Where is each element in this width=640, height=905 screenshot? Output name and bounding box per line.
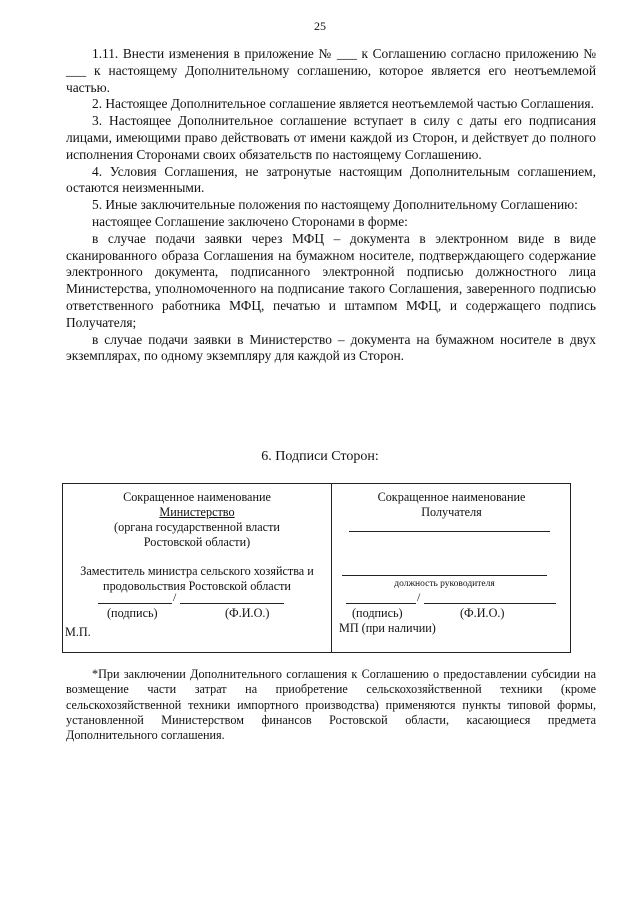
paragraph-form-intro: настоящее Соглашение заключено Сторонами в форме: xyxy=(92,213,408,229)
left-signature-line xyxy=(98,603,172,604)
right-heading: Сокращенное наименование xyxy=(377,490,526,504)
right-recipient-line xyxy=(349,531,550,532)
left-position: Заместитель министра сельского хозяйства и продовольствия Ростовской области xyxy=(80,564,314,593)
left-signature-label: (подпись) xyxy=(107,606,158,620)
right-position-label: должность руководителя xyxy=(394,579,495,589)
right-recipient: Получателя xyxy=(421,505,482,519)
right-signature-label: (подпись) xyxy=(352,606,403,620)
paragraph-ministry-case: в случае подачи заявки в Министерство – документа на бумажном носителе в двух экземплярах, по одному экземпляру для каждой из Сторон. xyxy=(66,331,596,364)
footnote: *При заключении Дополнительного соглашения к Соглашению о предоставлении субсидии на возмещение части затрат на приобретение сельскохозяйственной техники (кроме сельскохозяйственной техники импортного производства) применяются пункты типовой формы, установленной Министерством финансов Ростовской области, касающиеся предмета Дополнительного соглашения. xyxy=(66,667,596,743)
left-heading: Сокращенное наименование xyxy=(123,490,271,504)
left-stamp: М.П. xyxy=(65,625,91,639)
paragraph-3: 3. Настоящее Дополнительное соглашение вступает в силу с даты его подписания лицами, имеющими право действовать от имени каждой из Сторон, и действует до полного исполнения Сторонами своих обязательств по настоящему Соглашению. xyxy=(66,113,596,162)
left-org-note: (органа государственной власти Ростовской области) xyxy=(114,520,280,549)
right-signature-line xyxy=(346,603,416,604)
paragraph-1-11: 1.11. Внести изменения в приложение № ___ к Соглашению согласно приложению № ___ к настоящему Дополнительному соглашению, которое является его неотъемлемой частью. xyxy=(66,46,596,95)
paragraph-mfc-case: в случае подачи заявки через МФЦ – документа в электронном виде в виде сканированного образа Соглашения на бумажном носителе, подтверждающего содержание электронного документа, подписанного электронной подписью должностного лица Министерства, уполномоченного на подписание такого Соглашения, заверенного подписью ответственного работника МФЦ, печатью и штампом МФЦ, и содержащего подпись Получателя; xyxy=(66,230,596,330)
left-name-line xyxy=(180,603,284,604)
right-name-label: (Ф.И.О.) xyxy=(460,606,505,620)
paragraph-2: 2. Настоящее Дополнительное соглашение является неотъемлемой частью Соглашения. xyxy=(92,96,594,112)
right-stamp: МП (при наличии) xyxy=(339,621,436,635)
page-number: 25 xyxy=(314,19,326,33)
signature-table xyxy=(62,483,571,653)
left-slash: / xyxy=(173,590,177,604)
right-slash: / xyxy=(417,590,421,604)
left-name-label: (Ф.И.О.) xyxy=(225,606,270,620)
paragraph-5: 5. Иные заключительные положения по настоящему Дополнительному Соглашению: xyxy=(92,197,578,213)
agreement-body xyxy=(66,46,596,365)
right-position-line xyxy=(342,575,547,576)
section-title-signatures: 6. Подписи Сторон: xyxy=(261,449,379,464)
right-name-line xyxy=(424,603,556,604)
left-org-name: Министерство xyxy=(159,505,235,519)
paragraph-4: 4. Условия Соглашения, не затронутые настоящим Дополнительным соглашением, остаются неизменными. xyxy=(66,163,596,196)
